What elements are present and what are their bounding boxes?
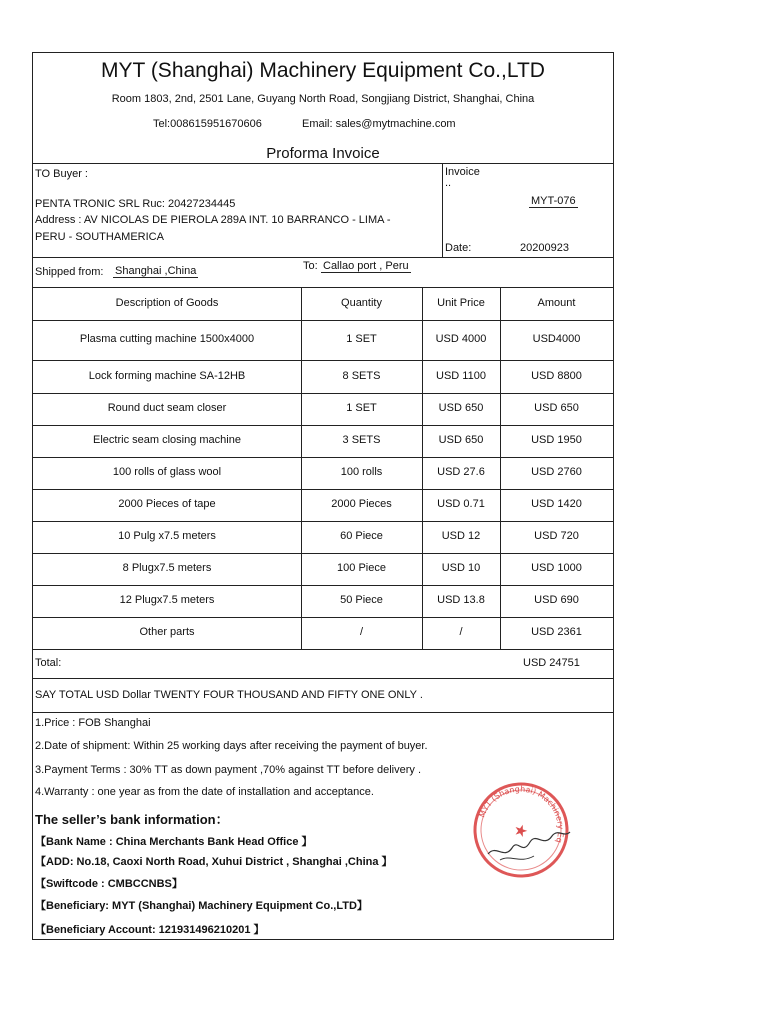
svg-text:★: ★ bbox=[511, 819, 531, 842]
table-rule bbox=[33, 393, 613, 394]
table-cell-quantity: 8 SETS bbox=[342, 369, 381, 382]
table-cell-description: Lock forming machine SA-12HB bbox=[88, 369, 246, 382]
table-cell-amount: USD 1950 bbox=[531, 434, 582, 446]
table-cell-unit-price: USD 13.8 bbox=[437, 594, 485, 606]
bank-account: 【Beneficiary Account: 121931496210201 】 bbox=[35, 924, 265, 936]
table-cell-unit-price: USD 1100 bbox=[436, 369, 486, 382]
company-seal bbox=[460, 778, 582, 882]
table-cell-amount: USD 1000 bbox=[531, 562, 582, 574]
table-header-amount: Amount bbox=[537, 296, 576, 309]
table-cell-unit-price: USD 0.71 bbox=[437, 498, 485, 510]
table-cell-quantity: 3 SETS bbox=[342, 434, 381, 446]
invoice-date: 20200923 bbox=[520, 242, 569, 254]
table-cell-unit-price: USD 27.6 bbox=[437, 466, 485, 478]
table-cell-amount: USD 1420 bbox=[531, 498, 582, 510]
table-rule bbox=[33, 585, 613, 586]
table-cell-quantity: 1 SET bbox=[346, 333, 377, 345]
table-cell-unit-price: USD 12 bbox=[441, 530, 481, 542]
table-cell-unit-price: USD 4000 bbox=[435, 333, 487, 345]
total-label: Total: bbox=[35, 657, 62, 669]
table-cell-description: Plasma cutting machine 1500x4000 bbox=[79, 333, 255, 345]
table-cell-description: Electric seam closing machine bbox=[93, 434, 241, 446]
table-cell-unit-price: USD 650 bbox=[438, 434, 484, 446]
term-price: 1.Price : FOB Shanghai bbox=[35, 717, 151, 729]
table-rule bbox=[33, 649, 613, 650]
bank-name: 【Bank Name : China Merchants Bank Head Office 】 bbox=[35, 836, 313, 848]
invoice-label: Invoice bbox=[445, 166, 480, 178]
table-cell-amount: USD 8800 bbox=[531, 369, 582, 382]
table-cell-quantity: 2000 Pieces bbox=[331, 498, 392, 510]
company-address: Room 1803, 2nd, 2501 Lane, Guyang North Road, Songjiang District, Shanghai, China bbox=[111, 93, 535, 105]
table-rule bbox=[33, 521, 613, 522]
ship-to-label: To: bbox=[303, 260, 318, 272]
table-cell-description: 100 rolls of glass wool bbox=[112, 466, 222, 478]
table-rule bbox=[33, 489, 613, 490]
table-cell-unit-price: USD 10 bbox=[441, 562, 481, 574]
page-title: Proforma Invoice bbox=[266, 145, 380, 162]
table-cell-quantity: 50 Piece bbox=[340, 594, 383, 606]
table-cell-unit-price: USD 650 bbox=[438, 402, 484, 414]
company-email: Email: sales@mytmachine.com bbox=[302, 118, 456, 130]
table-rule bbox=[33, 457, 613, 458]
shipped-from: Shanghai ,China bbox=[115, 265, 197, 277]
buyer-address-line1: Address : AV NICOLAS DE PIEROLA 289A INT. 10 BARRANCO - LIMA - bbox=[35, 214, 391, 226]
table-header-unit-price: Unit Price bbox=[437, 296, 485, 309]
bank-swiftcode: 【Swiftcode : CMBCCNBS】 bbox=[35, 878, 183, 890]
buyer-label: TO Buyer : bbox=[35, 168, 88, 180]
table-cell-quantity: / bbox=[359, 626, 364, 638]
buyer-address-line2: PERU - SOUTHAMERICA bbox=[35, 231, 164, 243]
company-name: MYT (Shanghai) Machinery Equipment Co.,LTD bbox=[101, 59, 545, 82]
table-header-description: Description of Goods bbox=[115, 296, 219, 309]
total-amount: USD 24751 bbox=[523, 657, 580, 669]
date-label: Date: bbox=[445, 242, 472, 254]
bank-address: 【ADD: No.18, Caoxi North Road, Xuhui District , Shanghai ,China 】 bbox=[35, 856, 393, 868]
table-cell-quantity: 100 rolls bbox=[340, 466, 383, 478]
table-rule bbox=[33, 553, 613, 554]
table-rule bbox=[33, 617, 613, 618]
term-shipment: 2.Date of shipment: Within 25 working days after receiving the payment of buyer. bbox=[35, 740, 428, 752]
table-cell-amount: USD 690 bbox=[534, 594, 579, 606]
table-cell-amount: USD4000 bbox=[532, 333, 581, 345]
table-cell-amount: USD 650 bbox=[534, 402, 579, 414]
shipped-from-label: Shipped from: bbox=[35, 266, 104, 278]
company-tel: Tel:008615951670606 bbox=[153, 118, 262, 130]
table-cell-description: Other parts bbox=[139, 626, 195, 638]
table-cell-description: 10 Pulg x7.5 meters bbox=[118, 530, 216, 542]
say-total: SAY TOTAL USD Dollar TWENTY FOUR THOUSAND AND FIFTY ONE ONLY . bbox=[35, 689, 423, 701]
table-cell-description: 2000 Pieces of tape bbox=[118, 498, 216, 510]
table-cell-quantity: 100 Piece bbox=[337, 562, 386, 574]
table-rule bbox=[33, 425, 613, 426]
bank-beneficiary: 【Beneficiary: MYT (Shanghai) Machinery Equipment Co.,LTD】 bbox=[35, 900, 368, 912]
table-cell-quantity: 1 SET bbox=[346, 402, 377, 414]
table-cell-unit-price: / bbox=[459, 626, 463, 638]
buyer-name: PENTA TRONIC SRL Ruc: 20427234445 bbox=[35, 198, 236, 210]
term-payment: 3.Payment Terms : 30% TT as down payment ,70% against TT before delivery . bbox=[35, 764, 422, 776]
table-rule bbox=[33, 287, 613, 288]
table-cell-quantity: 60 Piece bbox=[340, 530, 383, 542]
table-rule bbox=[33, 320, 613, 321]
table-cell-description: Round duct seam closer bbox=[107, 402, 227, 414]
term-warranty: 4.Warranty : one year as from the date of installation and acceptance. bbox=[35, 786, 374, 798]
table-cell-amount: USD 2760 bbox=[531, 466, 582, 478]
bank-info-title: The seller’s bank information： bbox=[35, 812, 229, 827]
table-cell-description: 8 Plugx7.5 meters bbox=[122, 562, 212, 574]
ship-to: Callao port , Peru bbox=[323, 260, 409, 272]
table-cell-amount: USD 2361 bbox=[531, 626, 582, 638]
invoice-number: MYT-076 bbox=[531, 195, 576, 207]
table-cell-description: 12 Plugx7.5 meters bbox=[119, 594, 215, 606]
table-rule bbox=[33, 360, 613, 361]
table-header-quantity: Quantity bbox=[341, 296, 382, 309]
table-cell-amount: USD 720 bbox=[534, 530, 579, 542]
svg-text:MYT (Shanghai) Machinery Equip: MYT (Shanghai) Machinery Equipment bbox=[477, 784, 566, 844]
invoice-dots: .. bbox=[445, 177, 452, 189]
